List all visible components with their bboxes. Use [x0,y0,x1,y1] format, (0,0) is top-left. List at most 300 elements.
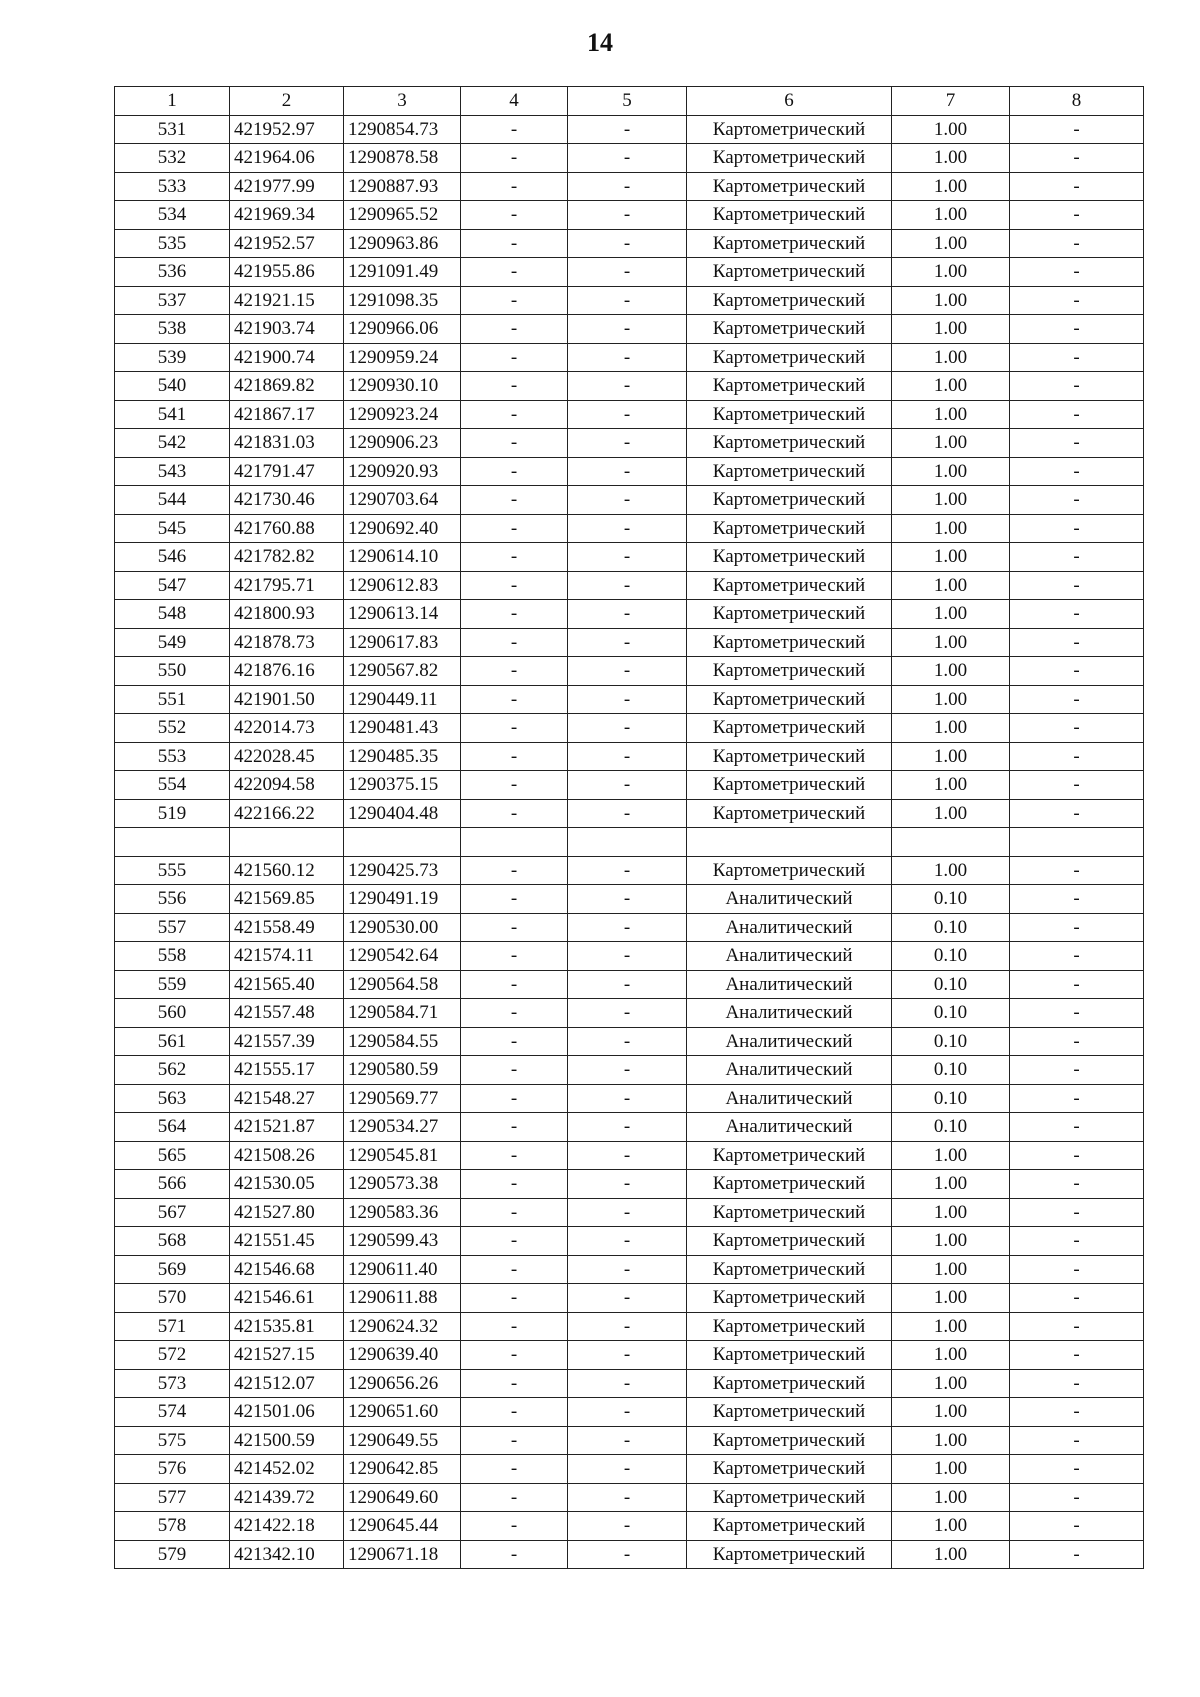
table-row [115,286,1144,315]
table-cell: - [568,885,687,914]
table-cell: 1.00 [892,771,1010,800]
table-cell: 549 [115,628,230,657]
table-cell: Картометрический [687,115,892,144]
table-cell: 1290611.88 [344,1284,461,1313]
table-row [115,372,1144,401]
table-cell: - [568,657,687,686]
table-cell: - [1010,771,1144,800]
table-cell: 553 [115,742,230,771]
table-cell: - [461,885,568,914]
table-cell: 1290959.24 [344,343,461,372]
table-cell: 0.10 [892,1056,1010,1085]
table-cell: Аналитический [687,1056,892,1085]
table-cell: Картометрический [687,457,892,486]
table-row [115,628,1144,657]
table-cell: 536 [115,258,230,287]
table-cell: - [1010,1512,1144,1541]
table-row [115,1170,1144,1199]
table-cell: - [568,1255,687,1284]
table-cell: 566 [115,1170,230,1199]
table-cell: - [461,1455,568,1484]
table-cell: 540 [115,372,230,401]
table-cell: 578 [115,1512,230,1541]
table-cell: 1.00 [892,1426,1010,1455]
table-cell: 1290692.40 [344,514,461,543]
table-cell: 421876.16 [230,657,344,686]
table-cell: - [1010,1255,1144,1284]
table-cell: 1290645.44 [344,1512,461,1541]
table-cell: Картометрический [687,856,892,885]
table-cell: - [568,856,687,885]
table-cell: Картометрический [687,486,892,515]
table-cell: 1290612.83 [344,571,461,600]
table-cell: - [461,429,568,458]
table-row [115,799,1144,828]
table-cell: 545 [115,514,230,543]
table-row [115,742,1144,771]
table-cell: - [461,343,568,372]
table-cell: - [461,1198,568,1227]
table-cell: 1.00 [892,1483,1010,1512]
table-cell: 1290375.15 [344,771,461,800]
table-row [115,1312,1144,1341]
table-cell: 1290545.81 [344,1141,461,1170]
table-cell: 1290649.60 [344,1483,461,1512]
table-cell: 1290564.58 [344,970,461,999]
table-cell: - [568,799,687,828]
table-cell: - [1010,457,1144,486]
table-cell: - [461,315,568,344]
table-cell: 421527.80 [230,1198,344,1227]
table-row [115,429,1144,458]
table-cell: 1.00 [892,1255,1010,1284]
table-cell: - [1010,543,1144,572]
table-cell: 1290930.10 [344,372,461,401]
table-cell: - [1010,1284,1144,1313]
table-row [115,1455,1144,1484]
table-cell: - [461,1113,568,1142]
table-cell: - [1010,172,1144,201]
table-cell: 537 [115,286,230,315]
table-cell: - [568,571,687,600]
table-cell: - [461,1056,568,1085]
table-cell: - [461,1341,568,1370]
table-cell: 421565.40 [230,970,344,999]
table-cell: - [568,1398,687,1427]
table-cell: 0.10 [892,970,1010,999]
table-cell: Картометрический [687,1512,892,1541]
table-cell: 0.10 [892,1084,1010,1113]
table-cell: 541 [115,400,230,429]
table-cell: 556 [115,885,230,914]
table-cell: - [568,600,687,629]
table-cell: 0.10 [892,999,1010,1028]
table-cell: 421869.82 [230,372,344,401]
table-cell: - [1010,856,1144,885]
table-cell: 1290920.93 [344,457,461,486]
table-cell: - [1010,1170,1144,1199]
table-cell: 1290584.71 [344,999,461,1028]
table-cell: 1290642.85 [344,1455,461,1484]
table-cell: Картометрический [687,543,892,572]
column-header: 7 [892,87,1010,116]
table-cell: 421977.99 [230,172,344,201]
table-cell: Аналитический [687,913,892,942]
table-cell: - [568,1312,687,1341]
table-cell: - [1010,486,1144,515]
table-cell: 1.00 [892,258,1010,287]
table-cell: 532 [115,144,230,173]
table-cell: - [568,1341,687,1370]
table-cell: 550 [115,657,230,686]
table-cell: 542 [115,429,230,458]
table-cell: 421800.93 [230,600,344,629]
table-cell: 0.10 [892,1027,1010,1056]
table-cell: 1.00 [892,429,1010,458]
table-cell: Картометрический [687,1255,892,1284]
table-cell: - [1010,999,1144,1028]
table-cell: 1.00 [892,657,1010,686]
table-cell: 421548.27 [230,1084,344,1113]
table-cell: 421551.45 [230,1227,344,1256]
table-cell: 1.00 [892,229,1010,258]
table-cell: 1.00 [892,1369,1010,1398]
table-cell: 1290569.77 [344,1084,461,1113]
table-cell: - [568,1084,687,1113]
table-cell: 1290573.38 [344,1170,461,1199]
table-cell: 548 [115,600,230,629]
table-row [115,514,1144,543]
table-cell: Картометрический [687,600,892,629]
table-cell: - [568,1284,687,1313]
table-row [115,1369,1144,1398]
table-row [115,999,1144,1028]
table-cell: - [461,1170,568,1199]
table-cell: 1290485.35 [344,742,461,771]
table-cell: 421508.26 [230,1141,344,1170]
table-cell: 421555.17 [230,1056,344,1085]
table-cell: - [1010,1056,1144,1085]
table-cell: 421560.12 [230,856,344,885]
table-cell: - [461,372,568,401]
table-cell: 1290614.10 [344,543,461,572]
table-row [115,771,1144,800]
table-cell: - [461,400,568,429]
table-cell: - [461,1255,568,1284]
table-cell: - [1010,1398,1144,1427]
table-cell: Картометрический [687,714,892,743]
table-cell: 563 [115,1084,230,1113]
table-cell: Картометрический [687,1540,892,1569]
table-cell: Картометрический [687,1227,892,1256]
table-cell: 1.00 [892,201,1010,230]
table-cell: 1290649.55 [344,1426,461,1455]
table-cell: - [461,999,568,1028]
table-row [115,657,1144,686]
table-cell: Картометрический [687,742,892,771]
table-cell: Картометрический [687,1141,892,1170]
table-header-row [115,87,1144,116]
table-cell: 539 [115,343,230,372]
table-cell: - [568,201,687,230]
table-cell: - [568,1369,687,1398]
column-header: 6 [687,87,892,116]
table-cell: 1290963.86 [344,229,461,258]
table-cell: - [461,771,568,800]
table-cell: - [1010,1227,1144,1256]
table-cell: 571 [115,1312,230,1341]
table-row [115,172,1144,201]
table-cell: 421422.18 [230,1512,344,1541]
table-cell: 1290923.24 [344,400,461,429]
table-cell: - [1010,942,1144,971]
table-cell: 1290965.52 [344,201,461,230]
table-row [115,457,1144,486]
table-cell: - [568,685,687,714]
column-header: 8 [1010,87,1144,116]
table-cell: - [568,771,687,800]
table-cell: - [568,172,687,201]
table-row [115,1284,1144,1313]
table-cell: 1.00 [892,343,1010,372]
table-cell: Картометрический [687,628,892,657]
table-cell: 1.00 [892,1455,1010,1484]
table-cell: 559 [115,970,230,999]
table-row [115,486,1144,515]
table-cell: - [1010,229,1144,258]
table-row [115,885,1144,914]
table-cell: 1291098.35 [344,286,461,315]
table-cell: - [568,343,687,372]
table-cell: - [1010,714,1144,743]
table-cell: - [461,486,568,515]
table-cell: - [461,201,568,230]
table-cell: 574 [115,1398,230,1427]
table-cell: - [461,1369,568,1398]
table-cell: - [461,1141,568,1170]
table-row [115,315,1144,344]
table-cell: - [1010,1198,1144,1227]
table-cell: - [461,1284,568,1313]
table-cell: Картометрический [687,258,892,287]
table-cell: 421501.06 [230,1398,344,1427]
table-cell: - [461,1426,568,1455]
table-cell: - [1010,1426,1144,1455]
table-cell: - [461,1027,568,1056]
table-cell: 1.00 [892,286,1010,315]
table-cell: - [1010,885,1144,914]
table-cell: 1290651.60 [344,1398,461,1427]
table-cell: Картометрический [687,429,892,458]
table-row [115,685,1144,714]
table-cell: 1.00 [892,628,1010,657]
table-row [115,913,1144,942]
table-cell: 1290567.82 [344,657,461,686]
table-cell: - [568,429,687,458]
table-row [115,1227,1144,1256]
table-cell: - [461,1512,568,1541]
table-cell: Картометрический [687,685,892,714]
table-row [115,970,1144,999]
table-cell: 1290599.43 [344,1227,461,1256]
table-cell: - [461,1398,568,1427]
table-cell: Картометрический [687,1198,892,1227]
table-cell: 570 [115,1284,230,1313]
table-cell: 421569.85 [230,885,344,914]
table-cell: - [1010,1369,1144,1398]
table-row [115,1113,1144,1142]
table-row [115,1398,1144,1427]
table-cell: - [568,372,687,401]
table-cell: - [1010,115,1144,144]
table-cell: - [1010,657,1144,686]
table-cell: 0.10 [892,885,1010,914]
table-cell: - [461,1312,568,1341]
table-cell: 546 [115,543,230,572]
table-cell: 421955.86 [230,258,344,287]
table-cell: - [1010,372,1144,401]
table-cell: 1.00 [892,1398,1010,1427]
table-cell: Картометрический [687,229,892,258]
table-cell: - [461,657,568,686]
table-cell: - [1010,144,1144,173]
table-cell: - [1010,1084,1144,1113]
table-cell: - [461,1483,568,1512]
table-row [115,1512,1144,1541]
table-cell: 1.00 [892,714,1010,743]
table-cell: 1290542.64 [344,942,461,971]
table-cell: - [568,286,687,315]
table-cell: Картометрический [687,400,892,429]
table-cell: - [461,571,568,600]
table-cell: 421782.82 [230,543,344,572]
table-cell: 421791.47 [230,457,344,486]
table-cell: 421760.88 [230,514,344,543]
table-row [115,1255,1144,1284]
table-cell: Картометрический [687,1284,892,1313]
table-cell: 1290481.43 [344,714,461,743]
table-cell: 1290656.26 [344,1369,461,1398]
table-cell: Картометрический [687,1312,892,1341]
table-row [115,400,1144,429]
table-cell: 1290854.73 [344,115,461,144]
table-row [115,229,1144,258]
table-cell: Аналитический [687,885,892,914]
table-row [115,856,1144,885]
table-cell: 1290530.00 [344,913,461,942]
table-cell: 1.00 [892,1198,1010,1227]
table-row [115,1027,1144,1056]
table-cell: 555 [115,856,230,885]
table-cell: 1.00 [892,1341,1010,1370]
table-cell: 1290611.40 [344,1255,461,1284]
table-row [115,1198,1144,1227]
table-cell: - [461,115,568,144]
table-cell: 1290613.14 [344,600,461,629]
table-cell: Картометрический [687,1426,892,1455]
table-cell: - [1010,1540,1144,1569]
table-cell: - [1010,1483,1144,1512]
table-cell: 1290671.18 [344,1540,461,1569]
table-row [115,115,1144,144]
table-cell: - [461,1540,568,1569]
table-cell: 421535.81 [230,1312,344,1341]
table-cell: - [461,258,568,287]
table-cell: - [568,400,687,429]
table-cell: Картометрический [687,1341,892,1370]
table-cell: Аналитический [687,942,892,971]
table-cell: 1290878.58 [344,144,461,173]
table-cell: Картометрический [687,172,892,201]
table-cell: 1.00 [892,799,1010,828]
table-cell: 1290449.11 [344,685,461,714]
table-cell: 534 [115,201,230,230]
table-cell: - [461,799,568,828]
table-cell: 421512.07 [230,1369,344,1398]
table-row [115,600,1144,629]
table-cell: - [568,1540,687,1569]
table-cell: 575 [115,1426,230,1455]
table-cell: 573 [115,1369,230,1398]
table-cell: - [1010,913,1144,942]
table-cell: 519 [115,799,230,828]
table-cell: 1.00 [892,856,1010,885]
table-cell: - [461,1084,568,1113]
table-cell: 421952.97 [230,115,344,144]
table-cell: 533 [115,172,230,201]
table-cell: 0.10 [892,942,1010,971]
table-cell: - [568,628,687,657]
table-cell: Картометрический [687,1455,892,1484]
table-cell: - [461,742,568,771]
table-cell: 1.00 [892,1512,1010,1541]
column-header: 5 [568,87,687,116]
table-cell: 560 [115,999,230,1028]
table-cell: 421730.46 [230,486,344,515]
table-cell: - [461,913,568,942]
table-cell: 579 [115,1540,230,1569]
table-cell: 421574.11 [230,942,344,971]
table-cell: 1.00 [892,115,1010,144]
table-cell: - [1010,685,1144,714]
table-cell: 0.10 [892,1113,1010,1142]
table-cell: 1290703.64 [344,486,461,515]
table-cell: 421921.15 [230,286,344,315]
table-cell: - [1010,286,1144,315]
page-number: 14 [587,28,613,57]
table-cell: - [568,1113,687,1142]
table-cell: 1.00 [892,1170,1010,1199]
table-cell: - [568,1426,687,1455]
table-cell: Картометрический [687,1483,892,1512]
table-cell: - [1010,1455,1144,1484]
table-cell: Картометрический [687,657,892,686]
table-cell: 1.00 [892,315,1010,344]
table-cell: - [461,600,568,629]
table-cell: - [568,1483,687,1512]
column-header: 3 [344,87,461,116]
table-cell: - [461,942,568,971]
table-cell: 576 [115,1455,230,1484]
table-cell: 1290534.27 [344,1113,461,1142]
table-row [115,1341,1144,1370]
table-cell: 1.00 [892,1312,1010,1341]
table-cell: 421831.03 [230,429,344,458]
table-cell: - [568,144,687,173]
table-cell: 558 [115,942,230,971]
table-cell: - [568,1512,687,1541]
table-cell: 567 [115,1198,230,1227]
